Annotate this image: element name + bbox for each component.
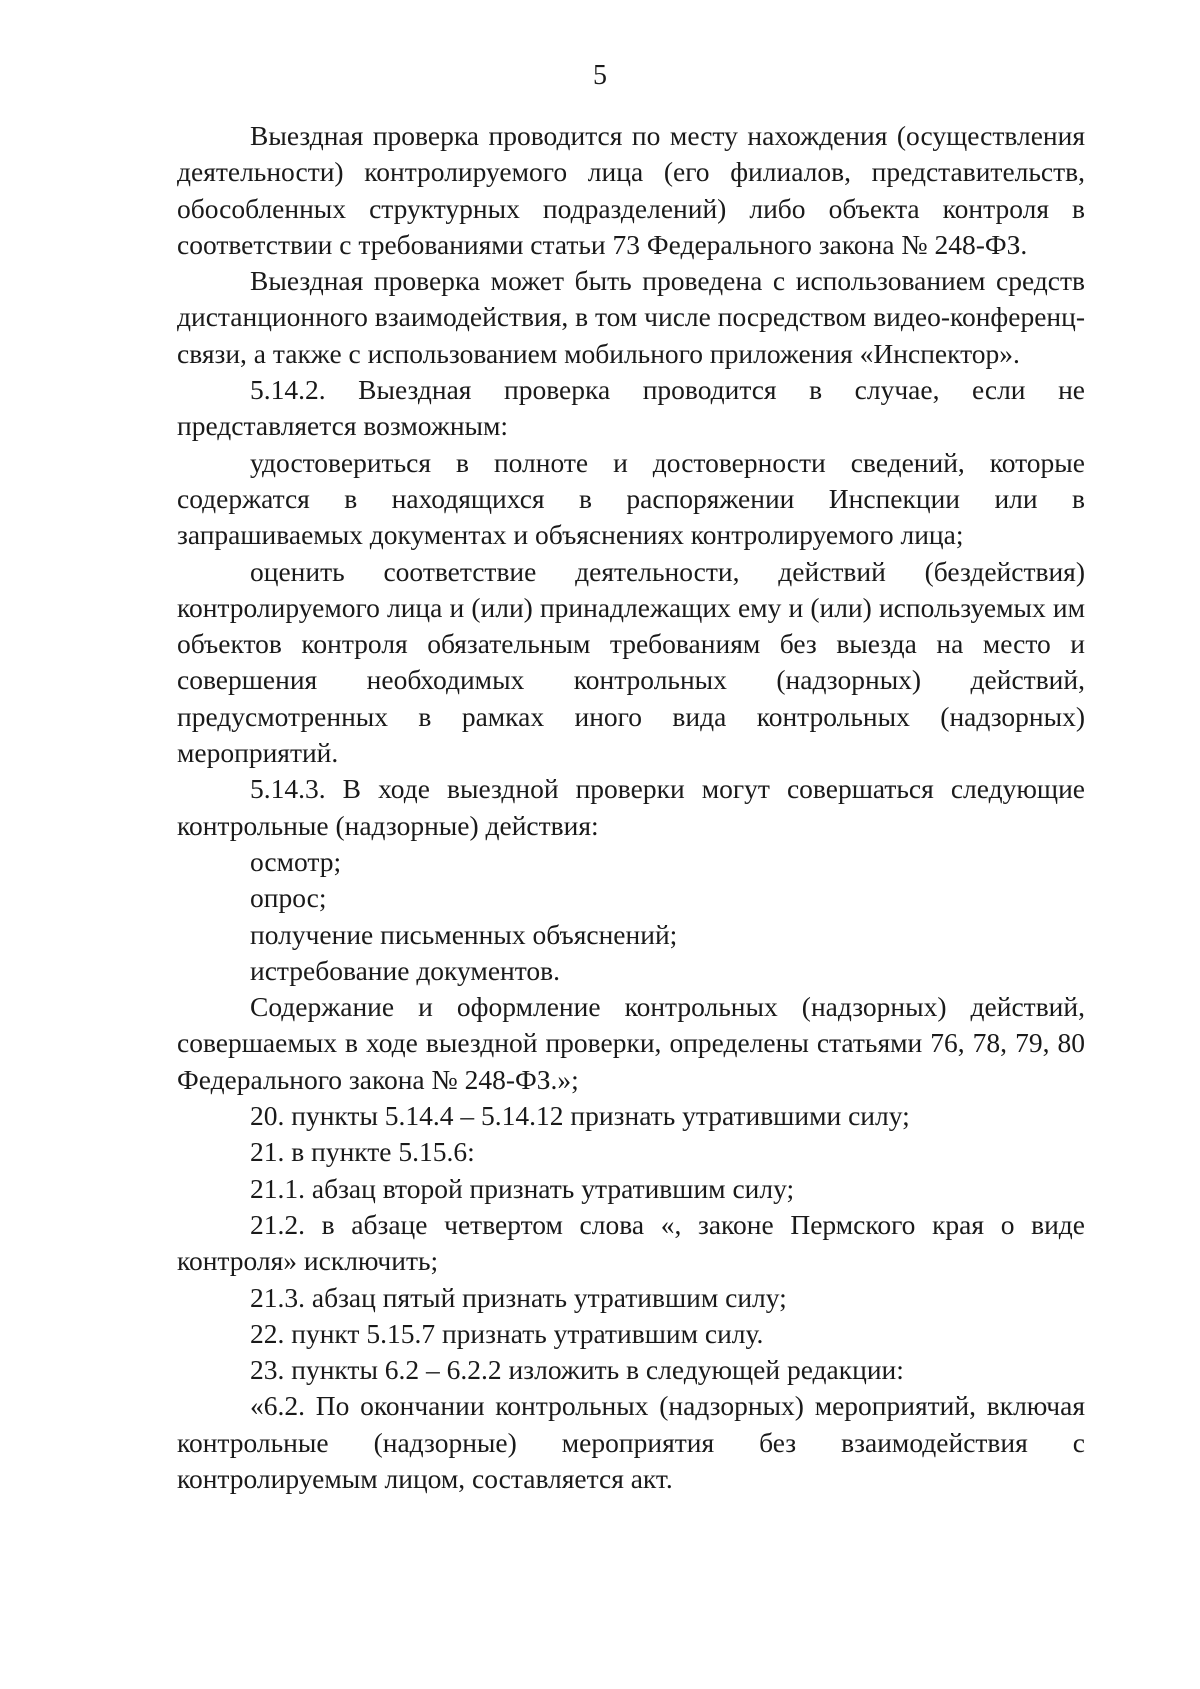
- paragraph-4: удостовериться в полноте и достоверности сведений, которые содержатся в находящихся в распоряжении Инспекции или в запрашиваемых документах и объяснениях контролируемого лица;: [177, 446, 1085, 551]
- paragraph-6: 5.14.3. В ходе выездной проверки могут совершаться следующие контрольные (надзорные) действия:: [177, 773, 1085, 841]
- list-item-written-explanations: получение письменных объяснений;: [250, 918, 678, 950]
- amendment-22: 22. пункт 5.15.7 признать утратившим силу.: [250, 1317, 764, 1349]
- amendment-20: 20. пункты 5.14.4 – 5.14.12 признать утратившими силу;: [250, 1100, 910, 1132]
- amendment-21-2: 21.2. в абзаце четвертом слова «, законе Пермского края о виде контроля» исключить;: [177, 1208, 1085, 1277]
- paragraph-7: Содержание и оформление контрольных (надзорных) действий, совершаемых в ходе выездной проверки, определены статьями 76, 78, 79, 80 Федерального закона № 248-ФЗ.»;: [177, 991, 1085, 1095]
- paragraph-3: 5.14.2. Выездная проверка проводится в случае, если не представляется возможным:: [177, 374, 1085, 442]
- list-item-document-request: истребование документов.: [250, 954, 561, 986]
- amendment-21-1: 21.1. абзац второй признать утратившим силу;: [250, 1172, 795, 1204]
- document-body: [177, 118, 1085, 1497]
- page-number: 5: [593, 60, 607, 91]
- paragraph-1: Выездная проверка проводится по месту нахождения (осуществления деятельности) контролируемого лица (его филиалов, представительств, обособленных структурных подразделений) либо объекта контроля в соответствии с требованиями статьи 73 Федерального закона № 248-ФЗ.: [177, 120, 1085, 260]
- paragraph-2: Выездная проверка может быть проведена с использованием средств дистанционного взаимодействия, в том числе посредством видео-конференц-связи, а также с использованием мобильного приложения «Инспектор».: [177, 265, 1085, 369]
- list-item-survey: опрос;: [250, 882, 327, 914]
- paragraph-6-2: «6.2. По окончании контрольных (надзорных) мероприятий, включая контрольные (надзорные) мероприятия без взаимодействия с контролируемым лицом, составляется акт.: [177, 1390, 1085, 1494]
- list-item-inspection: осмотр;: [250, 845, 342, 877]
- amendment-21: 21. в пункте 5.15.6:: [250, 1136, 475, 1168]
- paragraph-5: оценить соответствие деятельности, действий (бездействия) контролируемого лица и (или) принадлежащих ему и (или) используемых им объектов контроля обязательным требованиям без выезда на место и совершения необходимых контрольных (надзорных) действий, предусмотренных в рамках иного вида контрольных (надзорных) мероприятий.: [177, 555, 1085, 769]
- amendment-23: 23. пункты 6.2 – 6.2.2 изложить в следующей редакции:: [250, 1354, 904, 1386]
- amendment-21-3: 21.3. абзац пятый признать утратившим силу;: [250, 1281, 787, 1313]
